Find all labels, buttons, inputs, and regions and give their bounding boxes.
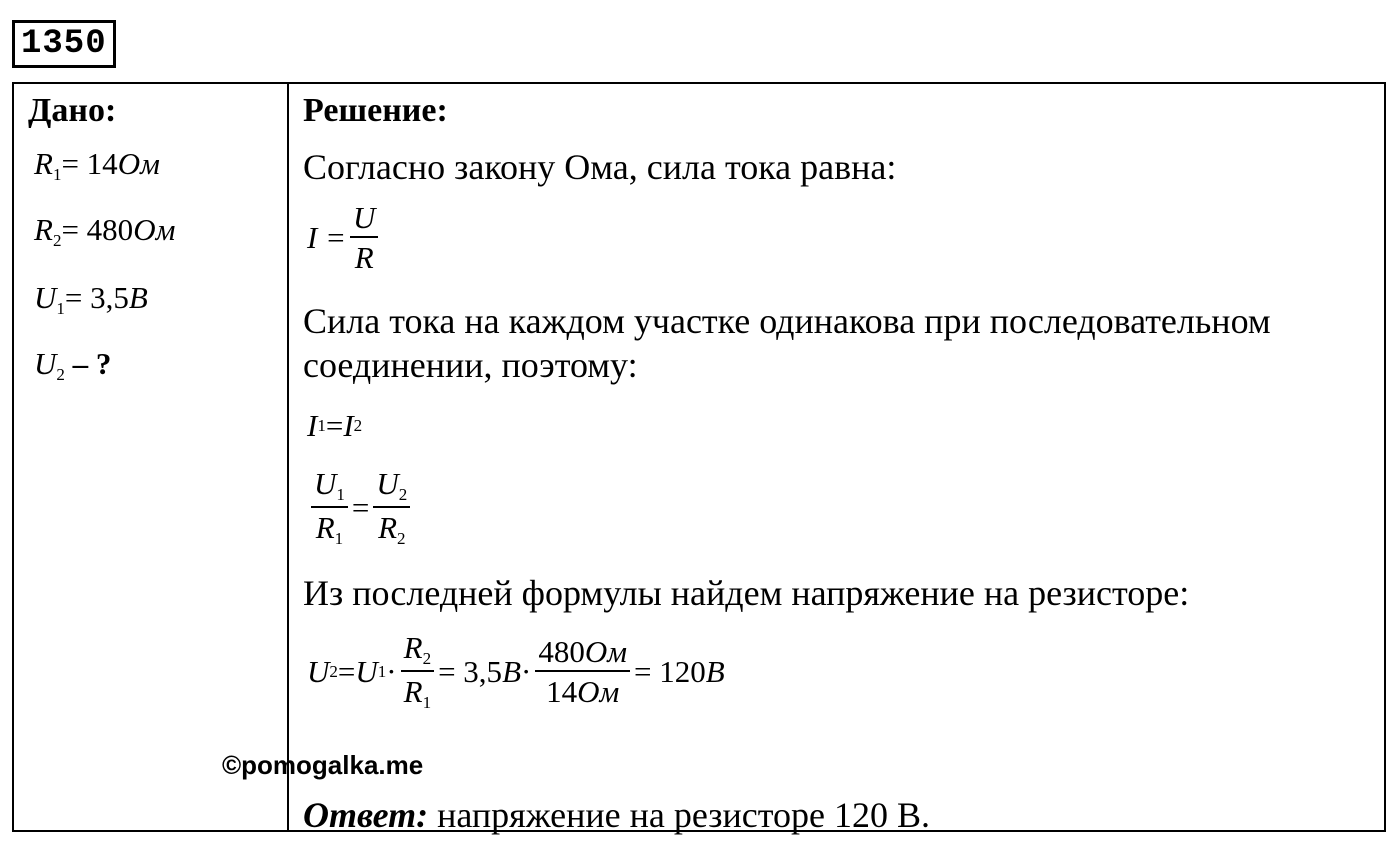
last-formula-text: Из последней формулы найдем напряжение на резисторе: [303, 573, 1190, 613]
given-r1: $R_1= 14Ом$ [34, 146, 160, 184]
ratio-formula: $\frac{U_1}{R_1}$ = $\frac{U_2}{R_2}$ [307, 468, 414, 547]
answer-line [303, 794, 930, 836]
given-r2: $R_2= 480Ом$ [34, 212, 176, 250]
answer-label: Ответ: [303, 795, 429, 835]
given-u1: $U_1= 3,5B$ [34, 280, 148, 318]
solution-column [289, 84, 1384, 835]
watermark: ©pomogalka.me [222, 750, 424, 780]
solution-heading: Решение: [303, 92, 448, 129]
voltage-calculation-formula: U 2 = U 1 · $\frac{R_2}{R_1}$ = 3,5 B · $\frac{480Ом}{14Ом}$ = 120 B [307, 630, 725, 712]
problem-number: 1350 [12, 20, 116, 68]
current-equality-formula: I 1 = I 2 [307, 408, 363, 443]
solution-table [12, 82, 1386, 835]
given-heading: Дано: [28, 92, 117, 129]
answer-text: напряжение на резисторе 120 В. [428, 795, 930, 835]
ohms-law-text: Согласно закону Ома, сила тока равна: [303, 147, 897, 187]
given-column [14, 84, 287, 830]
series-text-line1: Сила тока на каждом участке одинакова при последовательном [303, 301, 1271, 341]
series-text-line2: соединении, поэтому: [303, 345, 638, 385]
ohms-law-formula: I = $\frac{U}{R}$ [307, 202, 382, 273]
given-u2-unknown: $U_2$ – ? [34, 346, 112, 384]
